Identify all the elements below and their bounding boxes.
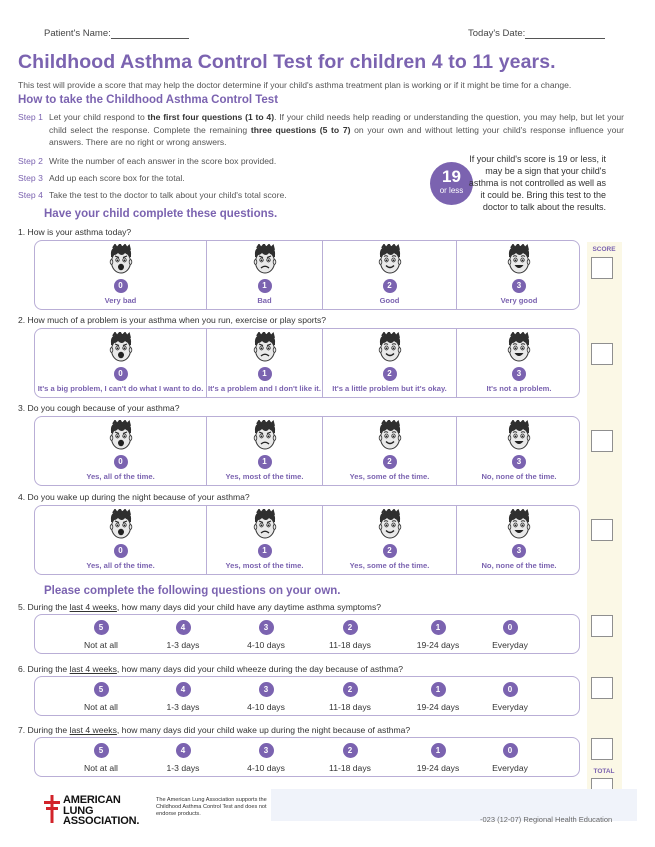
option-label: Everyday xyxy=(492,702,528,712)
question-7-card xyxy=(34,737,580,777)
q7-option-0[interactable] xyxy=(468,738,552,776)
q2-option-3[interactable] xyxy=(456,329,581,397)
patient-name-label: Patient's Name: xyxy=(44,28,111,39)
option-label: Not at all xyxy=(84,702,118,712)
happy-face-icon xyxy=(506,420,532,452)
score-circle: 2 xyxy=(383,279,397,293)
option-label: 19-24 days xyxy=(416,640,460,650)
question-4-text: 4. Do you wake up during the night because of your asthma? xyxy=(18,492,250,502)
score-circle: 0 xyxy=(114,455,128,469)
option-label: Yes, all of the time. xyxy=(86,472,155,481)
option-label: 11-18 days xyxy=(329,702,371,712)
option-label: It's a big problem, I can't do what I want to do. xyxy=(37,384,204,393)
option-label: 19-24 days xyxy=(416,763,460,773)
score-box-q3[interactable] xyxy=(591,430,613,452)
step-3-label: Step 3 xyxy=(18,173,43,183)
step-2-label: Step 2 xyxy=(18,156,43,166)
score-box-q5[interactable] xyxy=(591,615,613,637)
score-label: SCORE xyxy=(592,246,616,253)
page-title: Childhood Asthma Control Test for children 4 to 11 years. xyxy=(18,51,556,73)
todays-date-line[interactable] xyxy=(525,30,605,39)
option-label: Not at all xyxy=(84,640,118,650)
question-4-card xyxy=(34,505,580,575)
frown-face-icon xyxy=(252,420,278,452)
q3-option-0[interactable] xyxy=(35,417,206,485)
score-circle: 2 xyxy=(343,620,358,635)
american-lung-association-logo: AMERICAN LUNG ASSOCIATION. xyxy=(63,794,140,827)
option-label: 1-3 days xyxy=(166,640,200,650)
score-note: If your child's score is 19 or less, it may be a sign that your child's asthma is not controlled as well as it could be. Bring this test to the doctor to talk about the results. xyxy=(468,154,606,212)
score-circle: 2 xyxy=(383,367,397,381)
happy-face-icon xyxy=(506,332,532,364)
todays-date-label: Today's Date: xyxy=(468,28,526,39)
option-label: 19-24 days xyxy=(416,702,460,712)
q4-option-1[interactable] xyxy=(206,506,322,574)
q4-option-0[interactable] xyxy=(35,506,206,574)
score-circle: 2 xyxy=(383,455,397,469)
patient-name-line[interactable] xyxy=(111,30,189,39)
score-box-q4[interactable] xyxy=(591,519,613,541)
option-label: Yes, some of the time. xyxy=(349,472,430,481)
score-circle: 3 xyxy=(512,455,526,469)
q2-option-1[interactable] xyxy=(206,329,322,397)
score-circle: 0 xyxy=(114,279,128,293)
q7-option-3[interactable] xyxy=(224,738,308,776)
option-label: Very good xyxy=(500,296,538,305)
how-to-heading: How to take the Childhood Asthma Control Test xyxy=(18,94,279,106)
score-circle: 1 xyxy=(258,367,272,381)
q1-option-3[interactable] xyxy=(456,241,581,309)
option-label: Yes, all of the time. xyxy=(86,561,155,570)
score-circle: 1 xyxy=(431,743,446,758)
happy-face-icon xyxy=(506,509,532,541)
smile-face-icon xyxy=(377,420,403,452)
score-circle: 1 xyxy=(258,279,272,293)
score-box-q1[interactable] xyxy=(591,257,613,279)
question-2-text: 2. How much of a problem is your asthma when you run, exercise or play sports? xyxy=(18,315,327,325)
sad-face-icon xyxy=(108,509,134,541)
option-label: Everyday xyxy=(492,640,528,650)
score-circle: 5 xyxy=(94,620,109,635)
patient-name-field[interactable] xyxy=(44,28,189,39)
score-circle: 2 xyxy=(383,544,397,558)
q4-option-3[interactable] xyxy=(456,506,581,574)
score-circle: 5 xyxy=(94,682,109,697)
question-7-text: 7. During the last 4 weeks, how many days did your child wake up during the night because of asthma? xyxy=(18,725,411,735)
score-circle: 0 xyxy=(503,620,518,635)
step-1-text: Let your child respond to the first four questions (1 to 4). If your child needs help reading or understanding the question, you may help, but let your child select the response. Complete the remaining three questions (5 to 7) on your own and without letting your child's response influence your answers. There are no right or wrong answers. xyxy=(49,112,625,147)
score-box-q2[interactable] xyxy=(591,343,613,365)
step-3-text: Add up each score box for the total. xyxy=(49,173,185,183)
score-circle: 1 xyxy=(431,620,446,635)
score-circle: 5 xyxy=(94,743,109,758)
frown-face-icon xyxy=(252,244,278,276)
q1-option-2[interactable] xyxy=(322,241,456,309)
step-2 xyxy=(18,155,438,168)
option-label: 4-10 days xyxy=(247,702,285,712)
score-circle: 4 xyxy=(176,682,191,697)
footer-disclaimer: The American Lung Association supports the Childhood Asthma Control Test and does not endorse products. xyxy=(156,797,267,817)
option-label: Very bad xyxy=(104,296,137,305)
option-label: 4-10 days xyxy=(247,763,285,773)
score-circle: 1 xyxy=(258,544,272,558)
q5-option-5[interactable] xyxy=(59,615,143,653)
frown-face-icon xyxy=(252,509,278,541)
score-circle: 4 xyxy=(176,743,191,758)
score-circle: 0 xyxy=(114,367,128,381)
question-6-card xyxy=(34,676,580,716)
option-label: It's a little problem but it's okay. xyxy=(332,384,447,393)
option-label: Everyday xyxy=(492,763,528,773)
score-circle: 2 xyxy=(343,743,358,758)
smile-face-icon xyxy=(377,509,403,541)
option-label: Yes, most of the time. xyxy=(225,472,304,481)
step-4-text: Take the test to the doctor to talk about your child's total score. xyxy=(49,190,287,200)
score-circle: 2 xyxy=(343,682,358,697)
option-label: 11-18 days xyxy=(329,763,371,773)
q1-option-1[interactable] xyxy=(206,241,322,309)
frown-face-icon xyxy=(252,332,278,364)
score-circle: 0 xyxy=(503,682,518,697)
q5-option-0[interactable] xyxy=(468,615,552,653)
step-4 xyxy=(18,189,438,202)
q5-option-4[interactable] xyxy=(141,615,225,653)
score-circle: 3 xyxy=(259,682,274,697)
q3-option-3[interactable] xyxy=(456,417,581,485)
score-box-q7[interactable] xyxy=(591,738,613,760)
q7-option-4[interactable] xyxy=(141,738,225,776)
child-section-heading: Have your child complete these questions. xyxy=(44,208,278,220)
q2-option-2[interactable] xyxy=(322,329,456,397)
q6-option-2[interactable] xyxy=(308,677,392,715)
score-circle: 3 xyxy=(512,279,526,293)
score-circle: 4 xyxy=(176,620,191,635)
option-label: It's a problem and I don't like it. xyxy=(208,384,321,393)
q4-option-2[interactable] xyxy=(322,506,456,574)
score-circle: 1 xyxy=(258,455,272,469)
q1-option-0[interactable] xyxy=(35,241,206,309)
smile-face-icon xyxy=(377,244,403,276)
option-label: Bad xyxy=(257,296,272,305)
lung-association-cross-icon xyxy=(42,795,62,823)
option-label: 11-18 days xyxy=(329,640,371,650)
option-label: 1-3 days xyxy=(166,702,200,712)
q5-option-2[interactable] xyxy=(308,615,392,653)
q7-option-5[interactable] xyxy=(59,738,143,776)
step-1-label: Step 1 xyxy=(18,112,43,122)
score-box-q6[interactable] xyxy=(591,677,613,699)
option-label: Not at all xyxy=(84,763,118,773)
parent-section-heading: Please complete the following questions on your own. xyxy=(44,585,341,597)
intro-text: This test will provide a score that may help the doctor determine if your child's asthma treatment plan is working or if it might be time for a change. xyxy=(18,80,572,90)
option-label: Yes, some of the time. xyxy=(349,561,430,570)
score-circle: 3 xyxy=(259,620,274,635)
question-1-text: 1. How is your asthma today? xyxy=(18,227,132,237)
sad-face-icon xyxy=(108,332,134,364)
badge-number: 19 xyxy=(442,167,461,186)
score-circle: 1 xyxy=(431,682,446,697)
question-6-text: 6. During the last 4 weeks, how many days did your child wheeze during the day because of asthma? xyxy=(18,664,404,674)
score-circle: 3 xyxy=(512,367,526,381)
step-3 xyxy=(18,172,438,185)
q6-option-5[interactable] xyxy=(59,677,143,715)
question-1-card xyxy=(34,240,580,310)
q2-option-0[interactable] xyxy=(35,329,206,397)
option-label: Good xyxy=(379,296,400,305)
option-label: Yes, most of the time. xyxy=(225,561,304,570)
todays-date-field[interactable] xyxy=(468,28,605,39)
badge-subtext: or less xyxy=(439,186,464,195)
question-2-card xyxy=(34,328,580,398)
option-label: No, none of the time. xyxy=(481,472,557,481)
step-1 xyxy=(18,111,628,151)
option-label: 4-10 days xyxy=(247,640,285,650)
question-5-text: 5. During the last 4 weeks, how many days did your child have any daytime asthma symptoms? xyxy=(18,602,382,612)
smile-face-icon xyxy=(377,332,403,364)
q7-option-2[interactable] xyxy=(308,738,392,776)
q3-option-1[interactable] xyxy=(206,417,322,485)
step-2-text: Write the number of each answer in the score box provided. xyxy=(49,156,277,166)
footer-code: -023 (12-07) Regional Health Education xyxy=(480,815,613,824)
score-circle: 3 xyxy=(512,544,526,558)
sad-face-icon xyxy=(108,244,134,276)
q3-option-2[interactable] xyxy=(322,417,456,485)
question-5-card xyxy=(34,614,580,654)
sad-face-icon xyxy=(108,420,134,452)
option-label: No, none of the time. xyxy=(481,561,557,570)
option-label: 1-3 days xyxy=(166,763,200,773)
happy-face-icon xyxy=(506,244,532,276)
total-label: TOTAL xyxy=(593,768,615,775)
q6-option-3[interactable] xyxy=(224,677,308,715)
question-3-text: 3. Do you cough because of your asthma? xyxy=(18,403,180,413)
score-circle: 3 xyxy=(259,743,274,758)
q6-option-0[interactable] xyxy=(468,677,552,715)
q6-option-4[interactable] xyxy=(141,677,225,715)
question-3-card xyxy=(34,416,580,486)
score-circle: 0 xyxy=(503,743,518,758)
score-circle: 0 xyxy=(114,544,128,558)
option-label: It's not a problem. xyxy=(486,384,552,393)
q5-option-3[interactable] xyxy=(224,615,308,653)
step-4-label: Step 4 xyxy=(18,190,43,200)
